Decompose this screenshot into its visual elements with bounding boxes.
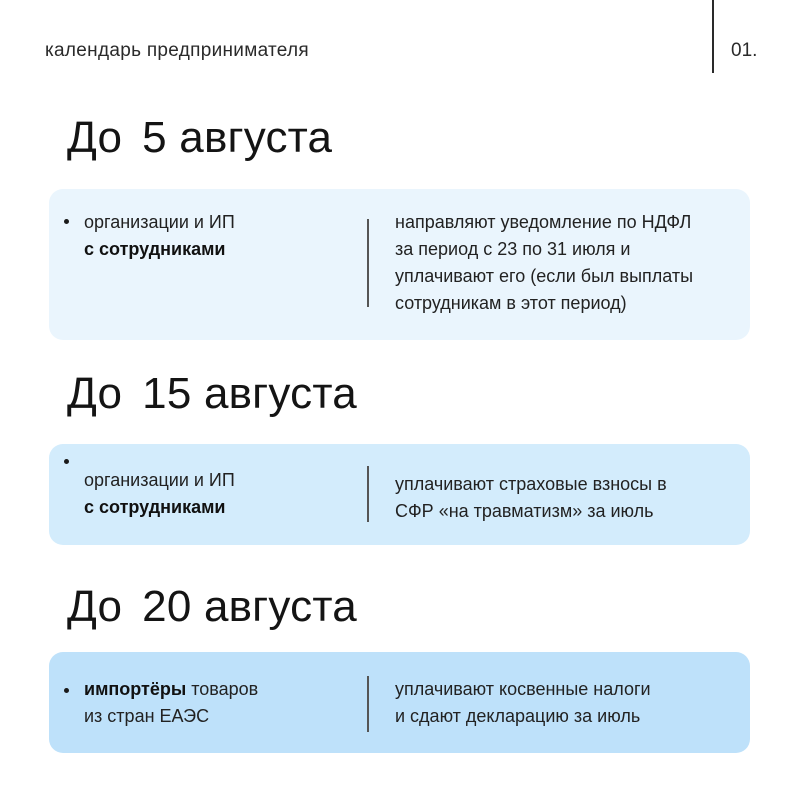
what-line: уплачивают его (если был выплаты (395, 266, 694, 286)
deadline-heading-2 (67, 369, 357, 419)
card-separator (367, 676, 369, 732)
who-line: организации и ИП (84, 470, 235, 490)
what-line: уплачивают страховые взносы в (395, 474, 667, 494)
deadline-prefix: До (67, 582, 123, 631)
who-line (84, 676, 344, 703)
deadline-card-2 (49, 444, 750, 545)
what-line: сотрудникам в этот период) (395, 293, 627, 313)
card-what (395, 676, 740, 730)
who-line: из стран ЕАЭС (84, 706, 210, 726)
deadline-date: 5 августа (142, 113, 333, 162)
deadline-heading-1 (67, 113, 332, 163)
who-strong-line: с сотрудниками (84, 239, 226, 259)
what-line: направляют уведомление по НДФЛ (395, 212, 692, 232)
card-separator (367, 219, 369, 307)
card-separator (367, 466, 369, 522)
deadline-prefix: До (67, 113, 123, 162)
page-number: 01. (731, 40, 758, 61)
deadline-card-1 (49, 189, 750, 340)
deadline-date: 20 августа (142, 582, 357, 631)
header-title: календарь предпринимателя (45, 40, 310, 61)
what-line: СФР «на травматизм» за июль (395, 501, 654, 521)
who-line: организации и ИП (84, 212, 235, 232)
deadline-card-3 (49, 652, 750, 753)
what-line: уплачивают косвенные налоги (395, 679, 651, 699)
who-rest: товаров (186, 679, 259, 699)
card-who (84, 209, 344, 263)
deadline-heading-3 (67, 582, 357, 632)
bullet-icon (64, 219, 69, 224)
card-who (84, 676, 344, 730)
deadline-date: 15 августа (142, 369, 357, 418)
bullet-icon (64, 459, 69, 464)
who-strong-line: с сотрудниками (84, 497, 226, 517)
card-what (395, 209, 740, 317)
who-strong: импортёры (84, 679, 187, 699)
what-line: за период с 23 по 31 июля и (395, 239, 631, 259)
card-what (395, 471, 740, 525)
what-line: и сдают декларацию за июль (395, 706, 641, 726)
card-who (84, 467, 344, 521)
header-divider (712, 0, 714, 73)
deadline-prefix: До (67, 369, 123, 418)
bullet-icon (64, 688, 69, 693)
